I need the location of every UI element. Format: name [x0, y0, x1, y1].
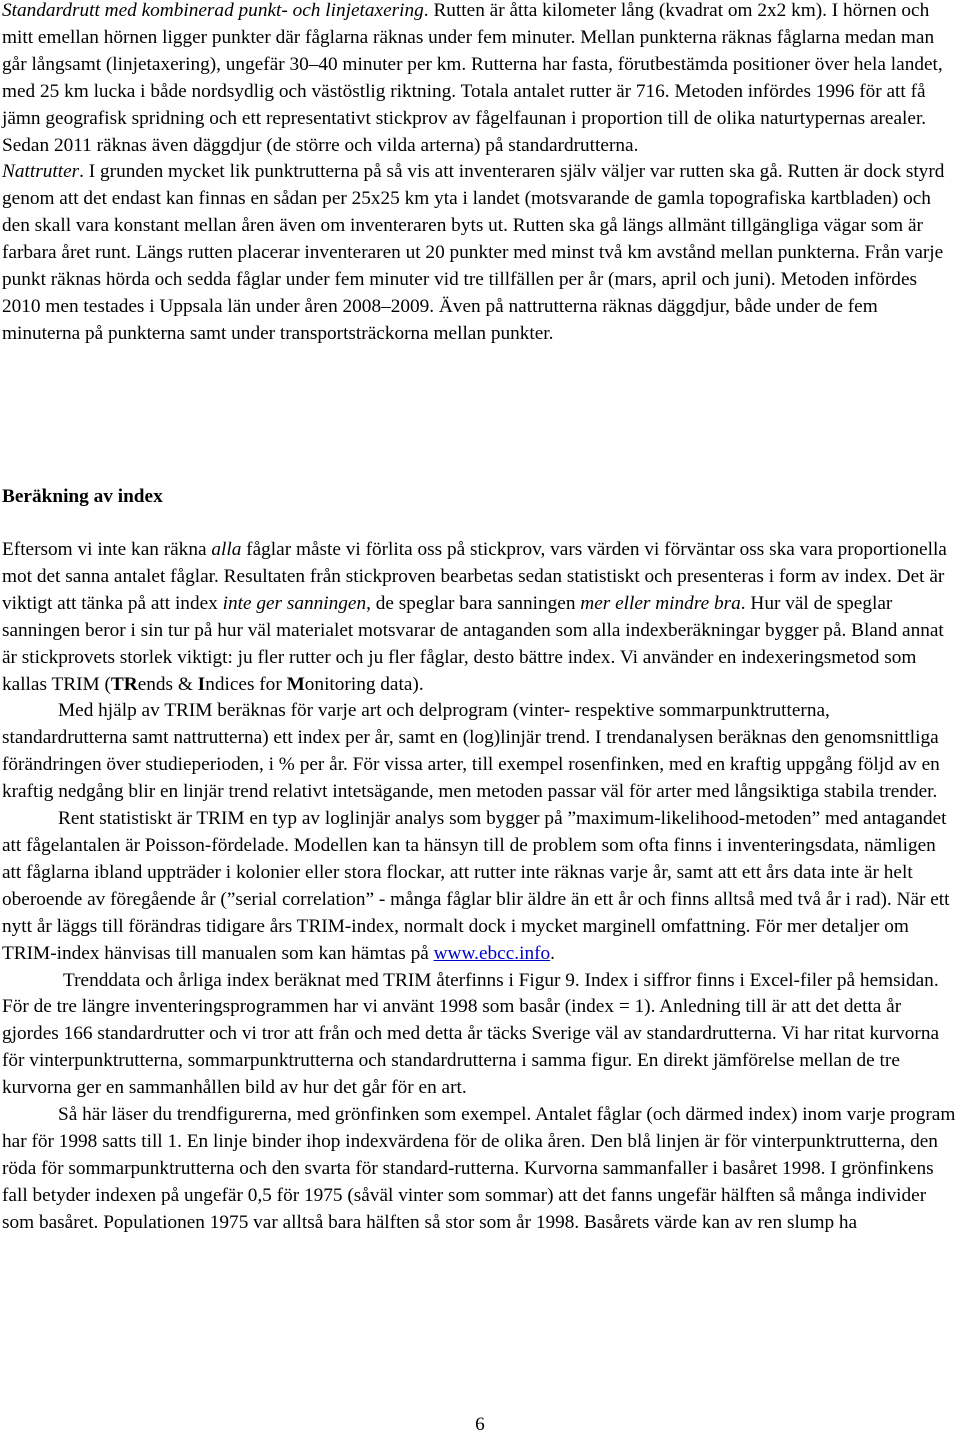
document-page	[2, 0, 957, 348]
emphasis: mer eller mindre bra	[580, 592, 741, 614]
paragraph-text: . Rutten är åtta kilometer lång (kvadrat om 2x2 km). I hörnen och mitt emellan hörnen ligger punkter där fåglarna räknas under fem minuter. Mellan punkterna räknas fåglarna medan man går långsamt (linjetaxering), ungefär 30–40 minuter per km. Rutterna har fasta, förutbestämda positioner över hela landet, med 25 km lucka i både nordsydlig och västöstlig riktning. Totala antalet rutter är 716. Metoden infördes 1996 för att få jämn geografisk spridning och ett representativt stickprov av fågelfaunan i proportion till de olika naturtypernas arealer. Sedan 2011 räknas även däggdjur (de större och vilda arterna) på standardrutterna.	[2, 0, 943, 156]
text-run: ndices for	[205, 673, 287, 695]
paragraph-statistics	[2, 806, 957, 967]
text-run: , de speglar bara sanningen	[366, 592, 581, 614]
text-run: fåglar måste vi förlita oss på stickprov, vars värden vi förväntar oss ska vara proportionella mot det sanna antalet fåglar. Resultaten från stickproven bearbetas sedan statistiskt och presenteras i form av index. Det är viktigt att tänka på att index	[2, 539, 947, 614]
page-number: 6	[475, 1414, 485, 1435]
section-heading: Beräkning av index	[2, 486, 163, 507]
acronym-letter: TR	[110, 673, 138, 695]
acronym-letter: I	[197, 673, 206, 695]
paragraph-trim: Med hjälp av TRIM beräknas för varje art och delprogram (vinter- respektive sommarpunktrutterna, standardrutterna samt nattrutterna) ett index per år, samt en (log)linjär trend. I trendanalysen beräknas den genomsnittliga förändringen över studieperioden, i % per år. För vissa arter, till exempel rosenfinken, med en kraftig uppgång följd av en kraftig nedgång blir en linjär trend relativt intetsägande, men metoden passar väl för arter med långsiktiga stabila trender.	[2, 700, 940, 803]
acronym-letter: M	[286, 673, 305, 695]
paragraph-index-intro	[2, 537, 957, 698]
text-run: .	[550, 942, 555, 964]
text-run: Eftersom vi inte kan räkna	[2, 539, 212, 560]
paragraph-reading-guide: Så här läser du trendfigurerna, med grönfinken som exempel. Antalet fåglar (och därmed index) inom varje program har för 1998 satts till 1. En linje binder ihop indexvärdena för de olika åren. Den blå linjen är för vinterpunktrutterna, den röda för sommarpunktrutterna och den svarta för standard-rutterna. Kurvorna sammanfaller i basåret 1998. I grönfinkens fall betyder indexen på ungefär 0,5 för 1975 (såväl vinter som sommar) att det fanns ungefär hälften så många individer som basåret. Populationen 1975 var alltså bara hälften så stor som år 1998. Basårets värde kan av ren slump ha	[2, 1104, 956, 1233]
paragraph-nattrutter	[2, 159, 957, 347]
term-nattrutter: Nattrutter	[2, 161, 80, 183]
text-run: Rent statistiskt är TRIM en typ av loglinjär analys som bygger på ”maximum-likelihood-metoden” med antagandet att fågelantalen är Poisson-fördelade. Modellen kan ta hänsyn till de problem som ofta finns i inventeringsdata, nämligen att fåglarna ibland uppträder i kolonier eller stora flockar, att rutter inte räknas varje år, samt att ett års data inte är helt oberoende av föregående år (”serial correlation” - många fåglar blir äldre än ett år och finns alltså med två år i rad). När ett nytt år läggs till förändras tidigare års TRIM-index, normalt dock i mycket marginell omfattning. För mer detaljer om TRIM-index hänvisas till manualen som kan hämtas på	[2, 808, 950, 964]
emphasis: alla	[211, 539, 242, 560]
term-standardrutt: Standardrutt med kombinerad punkt- och linjetaxering	[2, 0, 424, 21]
emphasis: inte ger sanningen	[222, 592, 367, 614]
ebcc-link[interactable]: www.ebcc.info	[433, 942, 551, 964]
index-section	[2, 537, 957, 1237]
paragraph-text: . I grunden mycket lik punktrutterna på så vis att inventeraren själv väljer var rutten ska gå. Rutten är dock styrd genom att det endast kan finnas en sådan per 25x25 km yta i landet (motsvarande de gamla topografiska kartbladen) och den skall vara konstant mellan åren även om inventeraren byts ut. Rutten ska gå längs allmänt tillgängliga vägar som är farbara året runt. Längs rutten placerar inventeraren ut 20 punkter med minst två km avstånd mellan punkterna. Från varje punkt räknas hörda och sedda fåglar under fem minuter vid tre tillfällen per år (mars, april och juni). Metoden infördes 2010 men testades i Uppsala län under åren 2008–2009. Även på nattrutterna räknas däggdjur, både under de fem minuterna på punkterna samt under transportsträckorna mellan punkter.	[2, 161, 945, 344]
text-run: . Hur väl de speglar sanningen beror i sin tur på hur väl materialet motsvarar de antaganden som alla indexberäkningar bygger på. Bland annat är stickprovets storlek viktigt: ju fler rutter och ju fler fåglar, desto bättre index. Vi använder en indexeringsmetod som kallas TRIM (	[2, 592, 944, 695]
text-run: ends &	[137, 673, 198, 695]
paragraph-trenddata: Trenddata och årliga index beräknat med TRIM återfinns i Figur 9. Index i siffror finns i Excel-filer på hemsidan. För de tre längre inventeringsprogrammen har vi använt 1998 som basår (index = 1). Anledning till är att det detta år gjordes 166 standardrutter och vi tror att från och med detta år täcks Sverige väl av standardrutterna. Vi har ritat kurvorna för vinterpunktrutterna, sommarpunktrutterna och standardrutterna i samma figur. En direkt jämförelse mellan de tre kurvorna ger en sammanhållen bild av hur det går för en art.	[2, 969, 940, 1099]
paragraph-standardrutt	[2, 0, 957, 159]
text-run: onitoring data).	[304, 673, 424, 695]
